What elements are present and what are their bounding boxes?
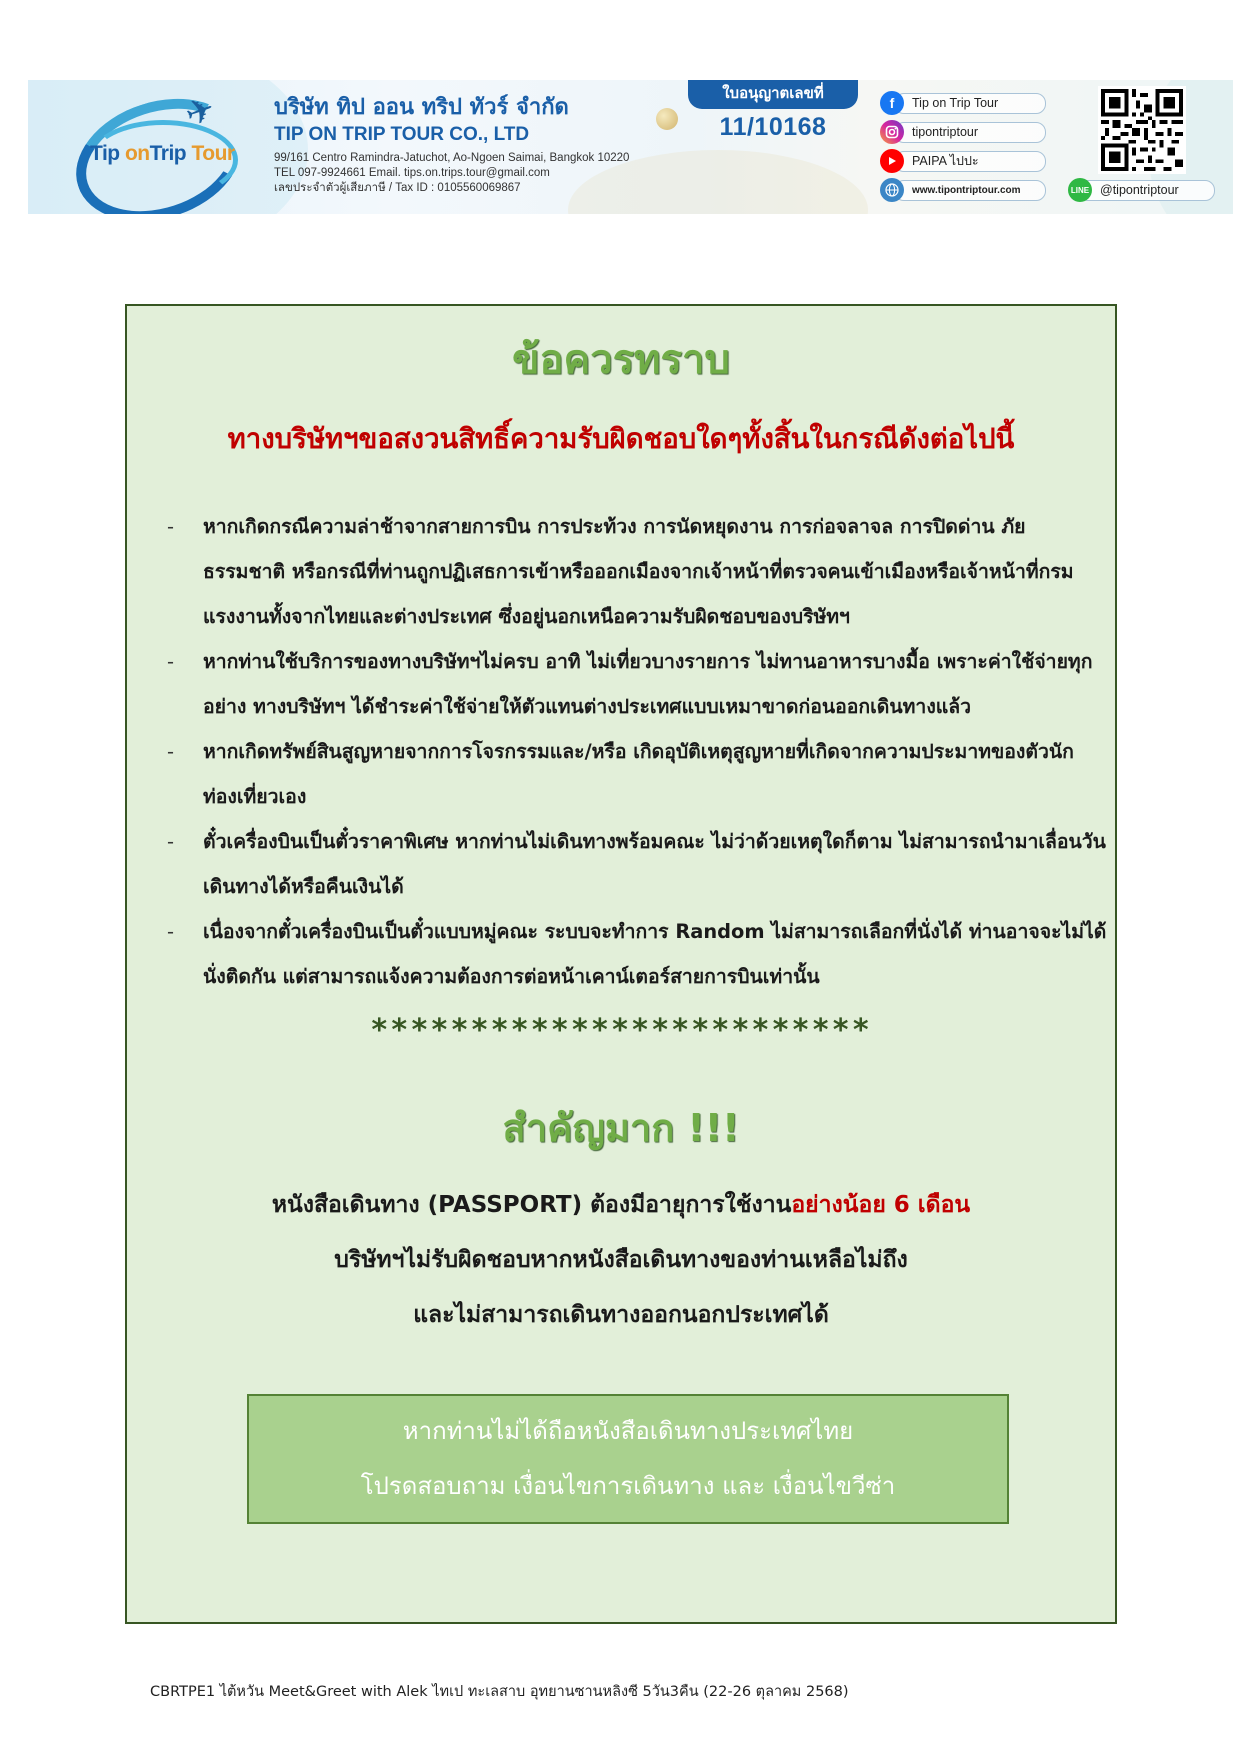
- disclaimer-heading: ทางบริษัทฯขอสงวนสิทธิ์ความรับผิดชอบใดๆทั้งสิ้นในกรณีดังต่อไปนี้: [227, 423, 1015, 455]
- list-item-text: หากเกิดกรณีความล่าช้าจากสายการบิน การประท้วง การนัดหยุดงาน การก่อจลาจล การปิดด่าน ภัยธรรมชาติ หรือกรณีที่ท่านถูกปฏิเสธการเข้าหรือออกเมืองจากเจ้าหน้าที่ตรวจคนเข้าเมืองหรือเจ้าหน้าที่กรมแรงงานทั้งจากไทยและต่างประเทศ ซึ่งอยู่นอกเหนือความรับผิดชอบของบริษัทฯ: [203, 515, 1074, 628]
- license-badge: [688, 80, 858, 152]
- passport-line: และไม่สามารถเดินทางออกนอกประเทศได้: [413, 1302, 829, 1328]
- star-divider: *************************: [370, 1013, 872, 1048]
- social-label: www.tipontriptour.com: [912, 184, 1021, 196]
- foreign-passport-box: [247, 1394, 1009, 1524]
- logo-word: Tour: [191, 142, 235, 165]
- youtube-icon: [880, 149, 904, 173]
- notice-title: ข้อควรทราบ: [512, 337, 730, 383]
- important-heading: สำคัญมาก !!!: [502, 1106, 740, 1150]
- passport-line: [127, 1178, 1115, 1233]
- passport-line-text: หนังสือเดินทาง (PASSPORT) ต้องมีอายุการใช้งาน: [271, 1192, 792, 1218]
- notice-box: [125, 304, 1117, 1624]
- header-banner: [28, 80, 1233, 214]
- instagram-icon: [880, 120, 904, 144]
- company-name-thai: บริษัท ทิป ออน ทริป ทัวร์ จำกัด: [274, 95, 569, 120]
- facebook-icon: f: [880, 91, 904, 115]
- bullet-marker: -: [167, 920, 174, 943]
- company-name-english: TIP ON TRIP TOUR CO., LTD: [274, 124, 530, 145]
- list-item-text: เนื่องจากตั๋วเครื่องบินเป็นตั๋วแบบหมู่คณะ ระบบจะทำการ Random ไม่สามารถเลือกที่นั่งได้ ท่านอาจจะไม่ได้นั่งติดกัน แต่สามารถแจ้งความต้องการต่อหน้าเคาน์เตอร์สายการบินเท่านั้น: [203, 920, 1107, 988]
- social-instagram[interactable]: [880, 121, 1060, 143]
- social-links: [880, 92, 1060, 208]
- list-item-text: หากท่านใช้บริการของทางบริษัทฯไม่ครบ อาทิ ไม่เที่ยวบางรายการ ไม่ทานอาหารบางมื้อ เพราะค่าใช้จ่ายทุกอย่าง ทางบริษัทฯ ได้ชำระค่าใช้จ่ายให้ตัวแทนต่างประเทศแบบเหมาขาดก่อนออกเดินทางแล้ว: [203, 650, 1093, 718]
- list-item-text: ตั๋วเครื่องบินเป็นตั๋วราคาพิเศษ หากท่านไม่เดินทางพร้อมคณะ ไม่ว่าด้วยเหตุใดก็ตาม ไม่สามารถนำมาเลื่อนวันเดินทางได้หรือคืนเงินได้: [203, 830, 1106, 898]
- qr-code: [1098, 86, 1186, 174]
- license-label: ใบอนุญาตเลขที่: [688, 80, 858, 109]
- social-line[interactable]: [1068, 178, 1218, 202]
- bullet-marker: -: [167, 830, 174, 853]
- logo-word: on: [124, 142, 150, 165]
- line-id-label: @tipontriptour: [1100, 183, 1179, 197]
- social-website[interactable]: [880, 179, 1060, 201]
- list-item: [167, 504, 1107, 639]
- social-label: Tip on Trip Tour: [912, 96, 999, 110]
- gold-ornament: [656, 108, 678, 130]
- company-logo: [68, 88, 258, 204]
- logo-word: Tip: [90, 142, 120, 165]
- bullet-marker: -: [167, 650, 174, 673]
- airplane-icon: ✈: [180, 88, 221, 136]
- license-number: 11/10168: [719, 113, 827, 141]
- company-tax-id: เลขประจำตัวผู้เสียภาษี / Tax ID : 0105560069867: [274, 182, 521, 194]
- line-icon: LINE: [1068, 178, 1092, 202]
- list-item: [167, 729, 1107, 819]
- passport-notice: [127, 1178, 1115, 1343]
- list-item-text: หากเกิดทรัพย์สินสูญหายจากการโจรกรรมและ/หรือ เกิดอุบัติเหตุสูญหายที่เกิดจากความประมาทของตัวนักท่องเที่ยวเอง: [203, 740, 1074, 808]
- list-item: [167, 639, 1107, 729]
- logo-word: Trip: [149, 142, 187, 165]
- company-info: [274, 94, 694, 196]
- notice-list: [167, 504, 1107, 999]
- bullet-marker: -: [167, 740, 174, 763]
- social-facebook[interactable]: [880, 92, 1060, 114]
- bullet-marker: -: [167, 515, 174, 538]
- social-label: tipontriptour: [912, 125, 979, 139]
- box-line: โปรดสอบถาม เงื่อนไขการเดินทาง และ เงื่อนไขวีซ่า: [360, 1472, 896, 1500]
- list-item: [167, 909, 1107, 999]
- company-contact: TEL 097-9924661 Email. tips.on.trips.tour@gmail.com: [274, 167, 550, 179]
- social-youtube[interactable]: [880, 150, 1060, 172]
- list-item: [167, 819, 1107, 909]
- social-label: PAIPA ไปปะ: [912, 154, 979, 168]
- box-line: หากท่านไม่ได้ถือหนังสือเดินทางประเทศไทย: [402, 1417, 854, 1445]
- passport-line: บริษัทฯไม่รับผิดชอบหากหนังสือเดินทางของท่านเหลือไม่ถึง: [334, 1247, 908, 1273]
- web-icon: [880, 178, 904, 202]
- passport-validity-highlight: อย่างน้อย 6 เดือน: [791, 1192, 971, 1218]
- logo-text: [90, 142, 235, 166]
- page-footer: CBRTPE1 ไต้หวัน Meet&Greet with Alek ไทเป ทะเลสาบ อุทยานซานหลิงซี 5วัน3คืน (22-26 ตุลาคม 2568): [150, 1684, 849, 1700]
- company-address: 99/161 Centro Ramindra-Jatuchot, Ao-Ngoen Saimai, Bangkok 10220: [274, 152, 630, 164]
